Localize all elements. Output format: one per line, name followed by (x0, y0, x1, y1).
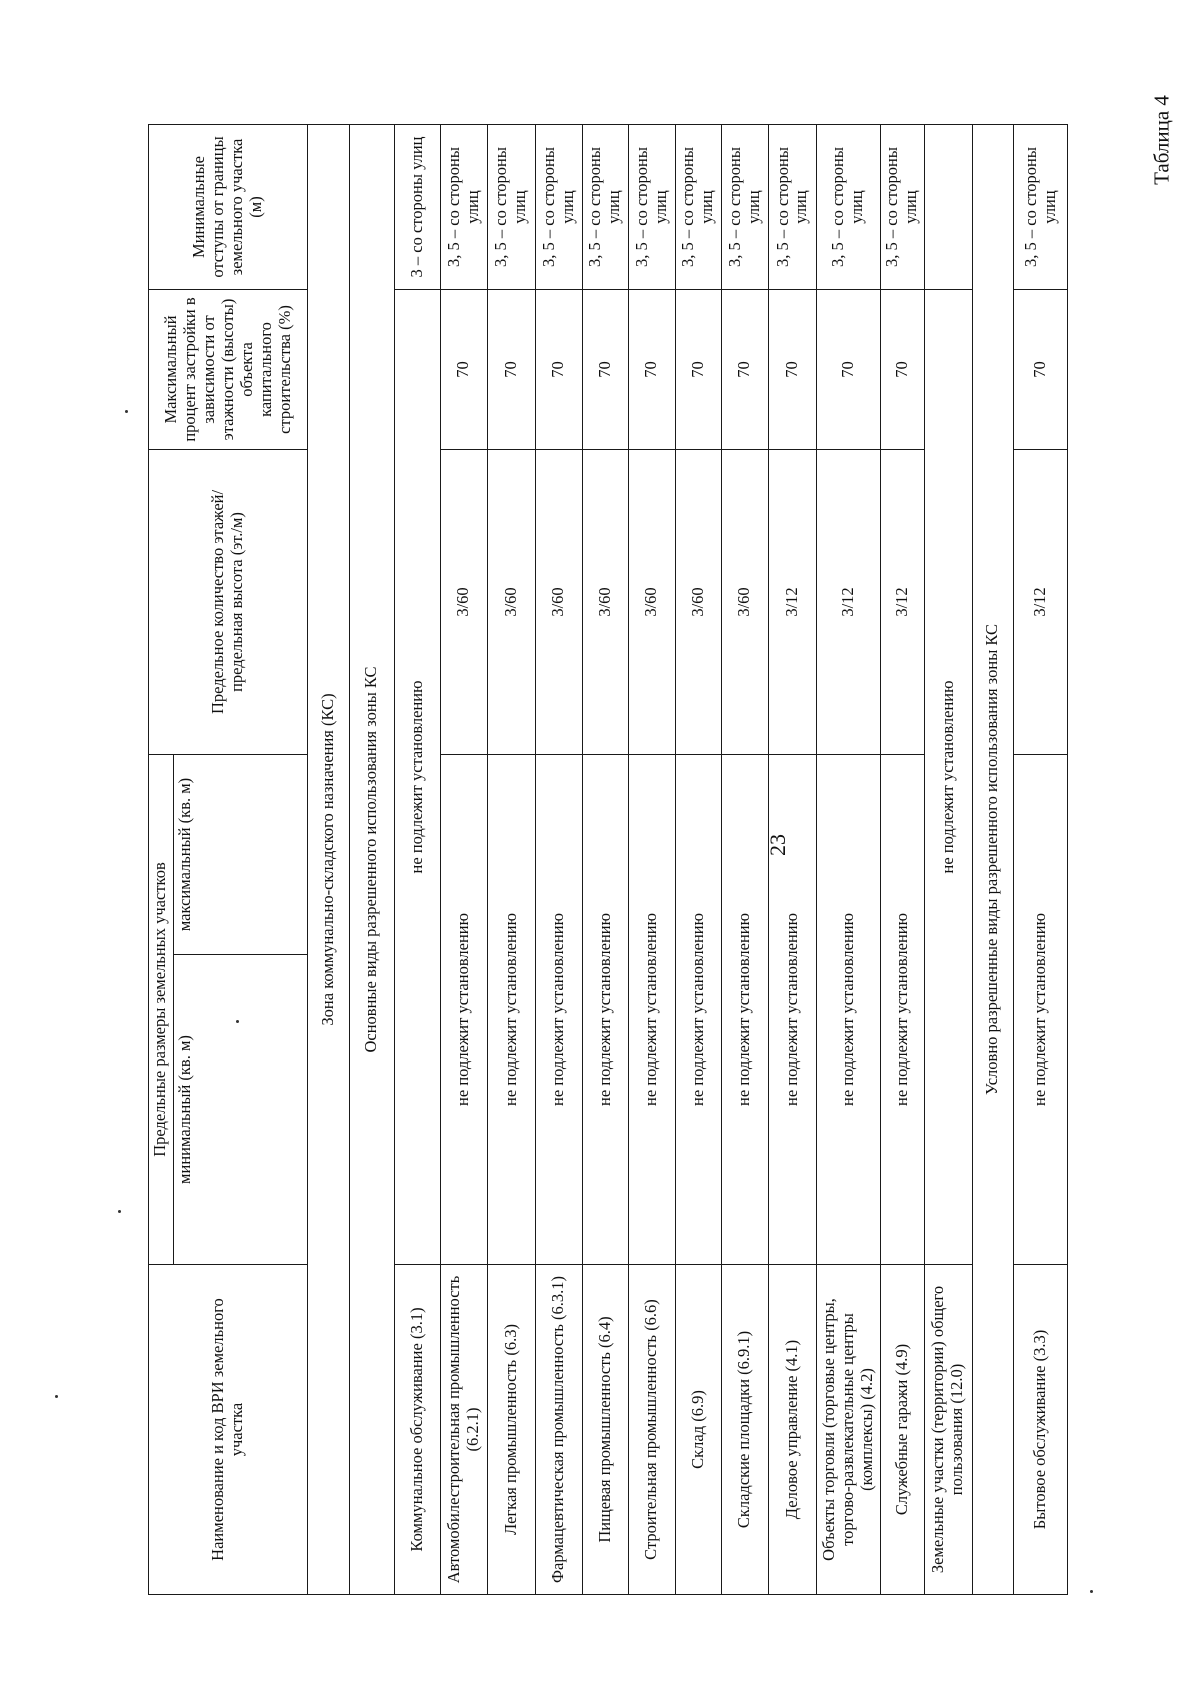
table-row (769, 124, 817, 1594)
rotated-table-container (148, 125, 1068, 1595)
row-offset: 3, 5 – со стороны улиц (440, 124, 488, 289)
row-floors: 3/60 (488, 449, 536, 754)
row-name: Строительная промышленность (6.6) (628, 1265, 676, 1595)
header-max-area: максимальный (кв. м) (173, 754, 307, 954)
row-merged-value: не подлежит установлению (925, 289, 973, 1264)
row-percent: 70 (583, 289, 628, 449)
row-merged-value: не подлежит установлению (395, 289, 440, 1264)
zone-title: Зона коммунально-складского назначения (КС) (308, 124, 349, 1594)
zoning-table (148, 124, 1068, 1595)
row-name: Деловое управление (4.1) (769, 1265, 817, 1595)
row-floors: 3/12 (816, 449, 880, 754)
row-floors: 3/60 (535, 449, 583, 754)
header-name: Наименование и код ВРИ земельного участка (149, 1265, 308, 1595)
header-min-offsets: Минимальные отступы от границы земельного участка (м) (149, 124, 308, 289)
row-name: Легкая промышленность (6.3) (488, 1265, 536, 1595)
row-percent: 70 (1014, 289, 1068, 449)
row-floors: 3/60 (676, 449, 721, 754)
table-row (488, 124, 536, 1594)
table-row (583, 124, 628, 1594)
table-row (1014, 124, 1068, 1594)
row-floors: 3/60 (440, 449, 488, 754)
row-floors: 3/60 (721, 449, 769, 754)
row-offset: 3, 5 – со стороны улиц (721, 124, 769, 289)
row-offset: 3, 5 – со стороны улиц (676, 124, 721, 289)
row-name: Автомобилестроительная промышленность (6.2.1) (440, 1265, 488, 1595)
row-percent: 70 (816, 289, 880, 449)
row-percent: 70 (721, 289, 769, 449)
row-area: не подлежит установлению (583, 754, 628, 1264)
row-name: Служебные гаражи (4.9) (880, 1265, 924, 1595)
row-percent: 70 (880, 289, 924, 449)
table-row (816, 124, 880, 1594)
row-area: не подлежит установлению (628, 754, 676, 1264)
row-offset: 3, 5 – со стороны улиц (769, 124, 817, 289)
table-row (676, 124, 721, 1594)
row-offset: 3, 5 – со стороны улиц (628, 124, 676, 289)
row-name: Бытовое обслуживание (3.3) (1014, 1265, 1068, 1595)
row-offset: 3 – со стороны улиц (395, 124, 440, 289)
row-offset: 3, 5 – со стороны улиц (1014, 124, 1068, 289)
header-min-area: минимальный (кв. м) (173, 955, 307, 1265)
row-area: не подлежит установлению (769, 754, 817, 1264)
table-row (628, 124, 676, 1594)
row-floors: 3/12 (769, 449, 817, 754)
row-name: Фармацевтическая промышленность (6.3.1) (535, 1265, 583, 1595)
table-caption: Таблица 4 (1149, 95, 1174, 185)
header-max-percent: Максимальный процент застройки в зависимости от этажности (высоты) объекта капитального строительства (%) (149, 289, 308, 449)
row-name: Складские площадки (6.9.1) (721, 1265, 769, 1595)
row-area: не подлежит установлению (535, 754, 583, 1264)
row-area: не подлежит установлению (676, 754, 721, 1264)
table-row (535, 124, 583, 1594)
row-percent: 70 (535, 289, 583, 449)
row-area: не подлежит установлению (880, 754, 924, 1264)
table-row (395, 124, 440, 1594)
row-offset: 3, 5 – со стороны улиц (535, 124, 583, 289)
row-area: не подлежит установлению (1014, 754, 1068, 1264)
row-offset: 3, 5 – со стороны улиц (816, 124, 880, 289)
row-area: не подлежит установлению (816, 754, 880, 1264)
row-percent: 70 (628, 289, 676, 449)
row-area: не подлежит установлению (440, 754, 488, 1264)
row-offset: 3, 5 – со стороны улиц (488, 124, 536, 289)
row-name: Коммунальное обслуживание (3.1) (395, 1265, 440, 1595)
row-name: Объекты торговли (торговые центры, торгово-развлекательные центры (комплексы) (4.2) (816, 1265, 880, 1595)
page-number: 23 (765, 834, 790, 856)
table-row (721, 124, 769, 1594)
row-offset-empty (925, 124, 973, 289)
row-percent: 70 (769, 289, 817, 449)
row-percent: 70 (440, 289, 488, 449)
section-conditional: Условно разрешенные виды разрешенного использования зоны КС (972, 124, 1013, 1594)
table-row (925, 124, 973, 1594)
section-main: Основные виды разрешенного использования зоны КС (349, 124, 394, 1594)
row-name: Земельные участки (территории) общего пользования (12.0) (925, 1265, 973, 1595)
row-name: Склад (6.9) (676, 1265, 721, 1595)
header-plot-sizes: Предельные размеры земельных участков (149, 754, 174, 1264)
row-name: Пищевая промышленность (6.4) (583, 1265, 628, 1595)
row-floors: 3/12 (1014, 449, 1068, 754)
row-area: не подлежит установлению (488, 754, 536, 1264)
row-floors: 3/60 (583, 449, 628, 754)
row-area: не подлежит установлению (721, 754, 769, 1264)
row-offset: 3, 5 – со стороны улиц (880, 124, 924, 289)
row-floors: 3/60 (628, 449, 676, 754)
row-floors: 3/12 (880, 449, 924, 754)
row-percent: 70 (488, 289, 536, 449)
table-row (880, 124, 924, 1594)
table-row (440, 124, 488, 1594)
row-offset: 3, 5 – со стороны улиц (583, 124, 628, 289)
row-percent: 70 (676, 289, 721, 449)
header-floors: Предельное количество этажей/предельная высота (эт./м) (149, 449, 308, 754)
